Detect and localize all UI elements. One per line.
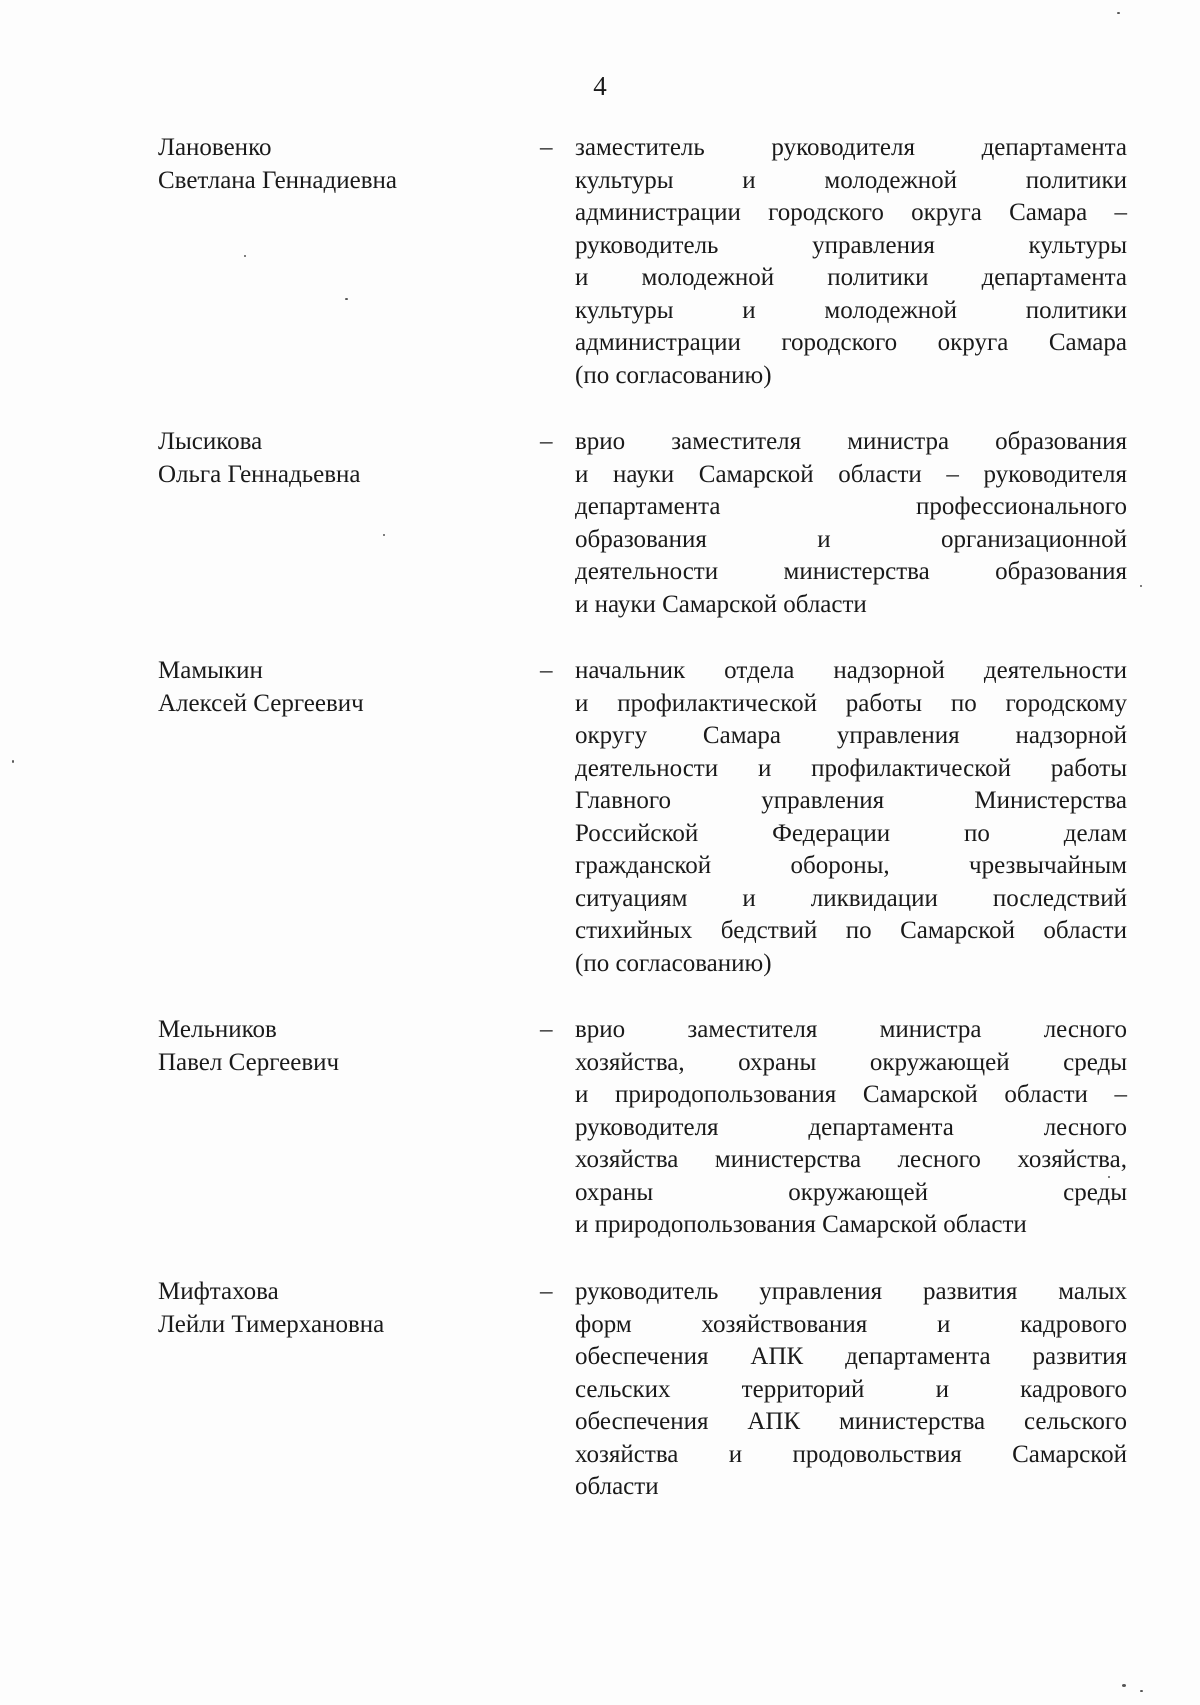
position-line: и профилактической работы по городскому [575,689,1127,717]
member-position [575,1014,1127,1242]
member-name [158,1276,488,1341]
dash-separator: – [540,134,553,161]
scan-speck [12,760,14,763]
position-line: стихийных бедствий по Самарской области [575,917,1127,944]
member-given-names: Лейли Тимерхановна [158,1310,385,1338]
position-line: гражданской обороны, чрезвычайным [575,852,1127,879]
position-line: ситуациям и ликвидации последствий [575,884,1127,912]
member-surname: Лысикова [158,428,263,455]
scan-speck [244,255,246,257]
position-line: культуры и молодежной политики [575,296,1127,324]
member-given-names: Павел Сергеевич [158,1048,340,1076]
member-surname: Лановенко [158,134,272,161]
member-given-names: Алексей Сергеевич [158,689,364,717]
position-line: округу Самара управления надзорной [575,722,1127,749]
position-line: начальник отдела надзорной деятельности [575,657,1127,684]
scan-speck [1117,12,1120,14]
position-line: деятельности министерства образования [575,558,1127,585]
position-line: культуры и молодежной политики [575,166,1127,194]
position-line: образования и организационной [575,525,1127,553]
position-line: и науки Самарской области – руководителя [575,460,1127,488]
position-line: области [575,1473,659,1500]
member-name [158,426,488,491]
position-line: руководителя департамента лесного [575,1113,1127,1141]
position-line: департамента профессионального [575,493,1127,520]
position-line: хозяйства министерства лесного хозяйства, [575,1146,1127,1173]
member-position [575,132,1127,392]
position-line: хозяйства, охраны окружающей среды [575,1048,1127,1076]
position-line: (по согласованию) [575,949,772,977]
member-position [575,655,1127,980]
member-given-names: Ольга Геннадьевна [158,460,361,488]
member-position [575,1276,1127,1504]
position-line: деятельности и профилактической работы [575,754,1127,782]
position-line: (по согласованию) [575,361,772,389]
scan-speck [383,534,385,536]
position-line: руководитель управления развития малых [575,1278,1127,1305]
scan-speck [1122,1684,1126,1687]
member-surname: Мифтахова [158,1278,279,1305]
scan-speck [1108,1176,1110,1178]
position-line: и молодежной политики департамента [575,264,1127,291]
member-name [158,655,488,720]
position-line: врио заместителя министра образования [575,428,1127,455]
position-line: и науки Самарской области [575,590,867,618]
position-line: Российской Федерации по делам [575,819,1127,847]
position-line: обеспечения АПК департамента развития [575,1343,1127,1370]
member-name [158,1014,488,1079]
position-line: Главного управления Министерства [575,787,1127,814]
member-name [158,132,488,197]
position-line: и природопользования Самарской области – [575,1081,1127,1108]
position-line: администрации городского округа Самара – [575,199,1127,226]
position-line: обеспечения АПК министерства сельского [575,1408,1127,1435]
scan-speck [1140,1690,1143,1692]
position-line: врио заместителя министра лесного [575,1016,1127,1043]
member-surname: Мельников [158,1016,277,1043]
position-line: и природопользования Самарской области [575,1211,1027,1238]
position-line: форм хозяйствования и кадрового [575,1310,1127,1338]
position-line: охраны окружающей среды [575,1178,1127,1206]
scan-speck [345,298,348,300]
scan-speck [1140,585,1142,587]
position-line: заместитель руководителя департамента [575,134,1127,161]
position-line: хозяйства и продовольствия Самарской [575,1440,1127,1468]
member-given-names: Светлана Геннадиевна [158,166,398,194]
position-line: сельских территорий и кадрового [575,1375,1127,1403]
member-surname: Мамыкин [158,657,263,684]
position-line: руководитель управления культуры [575,231,1127,259]
page-number: 4 [593,71,607,101]
member-position [575,426,1127,621]
dash-separator: – [540,1016,553,1043]
dash-separator: – [540,1278,553,1305]
position-line: администрации городского округа Самара [575,329,1127,356]
dash-separator: – [540,428,553,455]
dash-separator: – [540,657,553,684]
